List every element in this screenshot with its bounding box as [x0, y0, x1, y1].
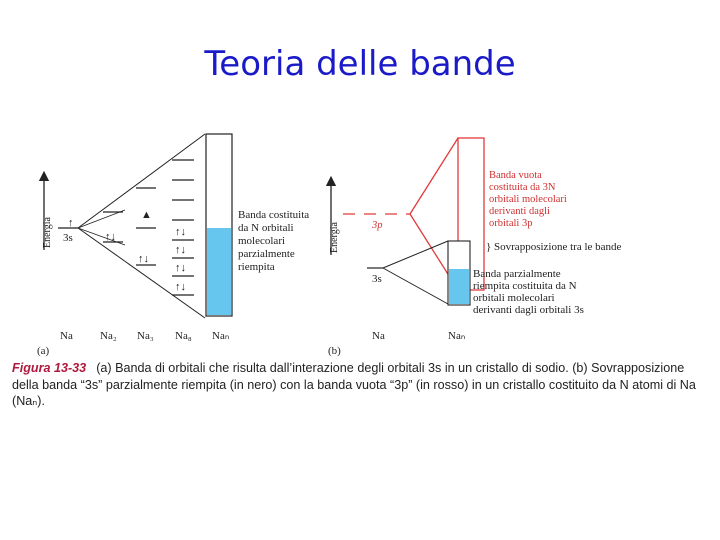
level-label-3s-a: 3s	[63, 232, 73, 244]
svg-text:↑↓: ↑↓	[175, 226, 186, 238]
slide-title: Teoria delle bande	[204, 44, 516, 84]
band-description-a: Banda costituita da N orbitali molecolari parzialmente riempita	[238, 209, 310, 273]
caption-text: (a) Banda di orbitali che risulta dall’interazione degli orbitali 3s in un cristallo di sodio. (b) Sovrapposizione della banda “3s” parzialmente riempita (in nero) con la banda vuota “3p” (in rosso) in un cristallo costituito da N atomi di Na (Naₙ).	[12, 361, 696, 408]
diagram-b	[328, 138, 622, 357]
filled-band-a	[207, 228, 231, 315]
figure-reference: Figura 13-33	[12, 361, 87, 375]
svg-text:↑↓: ↑↓	[175, 281, 186, 293]
svg-text:↑↓: ↑↓	[138, 253, 149, 265]
svg-text:▲: ▲	[141, 209, 152, 221]
diagram-a	[37, 134, 312, 357]
svg-text:↑↓: ↑↓	[175, 262, 186, 274]
empty-band-description: Banda vuota costituita da 3N orbitali molecolari derivanti dagli orbitali 3p	[489, 170, 567, 229]
x-label-nan-b: Naₙ	[448, 330, 466, 342]
panel-label-b: (b)	[328, 345, 341, 357]
x-label-na3: Na₃	[137, 330, 154, 342]
x-label-nan: Naₙ	[212, 330, 230, 342]
electron-arrow: ↑	[68, 217, 74, 229]
x-label-na2: Na₂	[100, 330, 117, 342]
x-label-na8: Na₈	[175, 330, 192, 342]
figure-caption	[12, 360, 712, 410]
filled-band-3s	[449, 269, 469, 304]
svg-text:↑↓: ↑↓	[175, 244, 186, 256]
svg-text:↑↓: ↑↓	[105, 231, 116, 243]
energy-axis-label-a: Energia	[42, 217, 53, 248]
x-label-na-b: Na	[372, 330, 385, 342]
level-label-3p: 3p	[372, 220, 383, 231]
energy-axis-label-b: Energia	[329, 222, 340, 253]
overlap-label: } Sovrapposizione tra le bande	[486, 241, 622, 253]
panel-label-a: (a)	[37, 345, 50, 357]
level-label-3s-b: 3s	[372, 273, 382, 285]
x-label-na: Na	[60, 330, 73, 342]
filled-band-description: Banda parzialmente riempita costituita da N orbitali molecolari derivanti dagli orbitali 3s	[473, 268, 584, 316]
